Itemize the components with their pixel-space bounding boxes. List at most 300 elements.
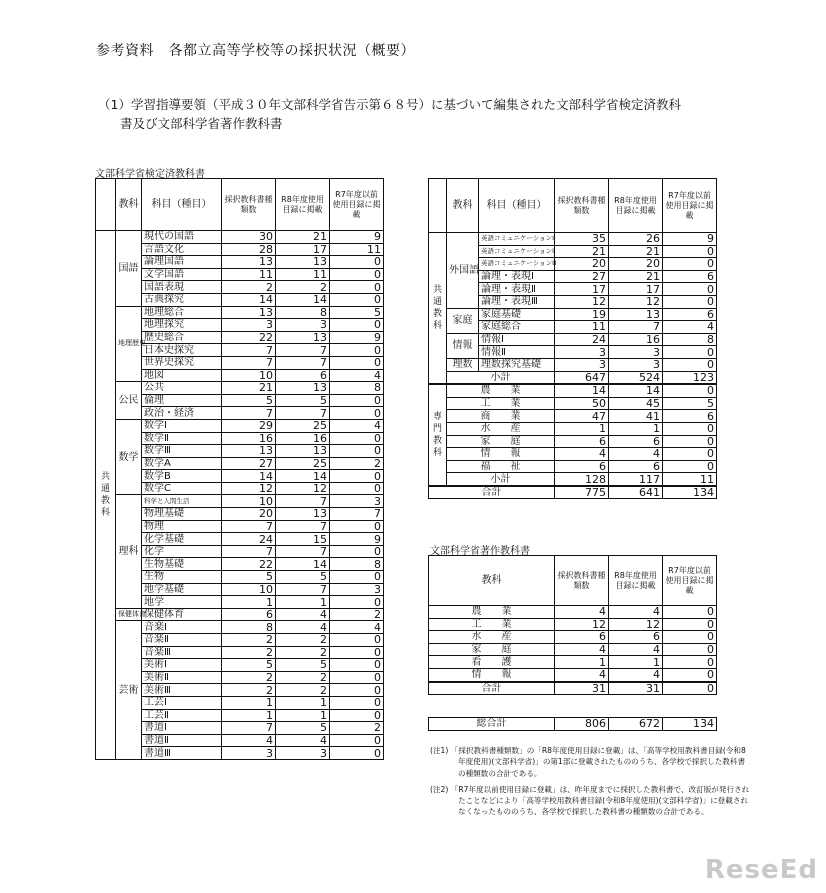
r7-cell: 0 (663, 643, 717, 656)
right-header-adopted: 採択教科書種類数 (555, 179, 609, 233)
item-cell: 数学Ⅲ (142, 445, 222, 458)
right-special-label (429, 384, 447, 486)
left-header-adopted: 採択教科書種類数 (222, 179, 276, 231)
grand-total-wrap (428, 717, 717, 731)
item-cell: 保健体育 (142, 608, 222, 621)
adopted-cell: 7 (222, 344, 276, 357)
left-header-r7: R7年度以前使用目録に掲載 (330, 179, 384, 231)
r8-cell: 5 (276, 394, 330, 407)
subject-cell: 外国語 (447, 233, 479, 309)
r7-cell: 0 (330, 482, 384, 495)
item-cell: 科学と人間生活 (142, 495, 222, 508)
r7-cell: 0 (663, 460, 717, 473)
item-cell: 情 報 (429, 668, 555, 681)
r8-cell: 12 (276, 482, 330, 495)
r8-cell: 14 (276, 293, 330, 306)
r8-cell: 12 (609, 295, 663, 308)
item-cell: 英語コミュニケーションⅢ (479, 258, 555, 271)
r7-cell: 0 (330, 671, 384, 684)
item-cell: 論理国語 (142, 256, 222, 269)
common-subtotal-label: 小計 (447, 371, 555, 384)
item-cell: 化学 (142, 545, 222, 558)
item-cell: 生物 (142, 571, 222, 584)
r7-cell: 0 (330, 646, 384, 659)
item-cell: 家 庭 (429, 643, 555, 656)
grand-total-table (428, 717, 717, 731)
table-row (96, 382, 384, 395)
r7-cell: 0 (330, 319, 384, 332)
item-cell: 家庭総合 (479, 321, 555, 334)
copyright-header-subject: 教科 (429, 556, 555, 606)
r8-cell: 4 (276, 734, 330, 747)
r7-cell: 3 (330, 495, 384, 508)
item-cell: 書道Ⅲ (142, 747, 222, 760)
grand-total-row (429, 718, 717, 731)
adopted-cell: 11 (222, 268, 276, 281)
copyright-header-adopted: 採択教科書種類数 (555, 556, 609, 606)
item-cell: 生物基礎 (142, 558, 222, 571)
common-subtotal-row (429, 371, 717, 384)
right-table (428, 178, 717, 499)
adopted-cell: 14 (222, 470, 276, 483)
r8-cell: 16 (276, 432, 330, 445)
right-common-label (429, 233, 447, 385)
r8-cell: 14 (276, 558, 330, 571)
adopted-cell: 7 (222, 722, 276, 735)
adopted-cell: 7 (222, 520, 276, 533)
item-cell: 論理・表現Ⅱ (479, 283, 555, 296)
right-header-subject: 教科 (447, 179, 479, 233)
r8-cell: 41 (609, 410, 663, 423)
special-subtotal-label: 小計 (447, 473, 555, 486)
item-cell: 歴史総合 (142, 331, 222, 344)
item-cell: 数学C (142, 482, 222, 495)
r7-cell: 0 (663, 668, 717, 681)
r8-cell: 4 (609, 643, 663, 656)
adopted-cell: 14 (222, 293, 276, 306)
grand-total-label: 総合計 (429, 718, 555, 731)
special-subtotal-a: 128 (555, 473, 609, 486)
item-cell: 福 祉 (447, 460, 555, 473)
r8-cell: 4 (609, 668, 663, 681)
adopted-cell: 2 (222, 671, 276, 684)
left-header-group (96, 179, 116, 231)
r8-cell: 13 (276, 256, 330, 269)
r7-cell: 4 (330, 369, 384, 382)
item-cell: 農 業 (447, 384, 555, 397)
table-row (429, 422, 717, 435)
adopted-cell: 24 (555, 333, 609, 346)
r8-cell: 7 (276, 356, 330, 369)
copyright-total-row (429, 682, 717, 695)
r8-cell: 12 (609, 618, 663, 631)
r7-cell: 0 (330, 344, 384, 357)
item-cell: 地理探究 (142, 319, 222, 332)
adopted-cell: 29 (222, 419, 276, 432)
r8-cell: 7 (276, 520, 330, 533)
r8-cell: 13 (609, 308, 663, 321)
left-header-row (96, 179, 384, 231)
adopted-cell: 13 (222, 256, 276, 269)
subject-cell: 芸術 (116, 621, 142, 760)
subject-cell: 理科 (116, 495, 142, 608)
table-row (429, 668, 717, 681)
r8-cell: 4 (609, 606, 663, 619)
item-cell: 地学基礎 (142, 583, 222, 596)
r7-cell: 0 (663, 384, 717, 397)
adopted-cell: 1 (222, 696, 276, 709)
r7-cell: 8 (330, 558, 384, 571)
adopted-cell: 1 (222, 596, 276, 609)
total-row (429, 486, 717, 499)
grand-total-b: 672 (609, 718, 663, 731)
r8-cell: 2 (276, 671, 330, 684)
item-cell: 数学Ⅱ (142, 432, 222, 445)
adopted-cell: 12 (555, 295, 609, 308)
r8-cell: 7 (276, 545, 330, 558)
adopted-cell: 3 (222, 319, 276, 332)
adopted-cell: 4 (222, 734, 276, 747)
item-cell: 論理・表現Ⅲ (479, 295, 555, 308)
r8-cell: 25 (276, 419, 330, 432)
adopted-cell: 20 (555, 258, 609, 271)
table-row (429, 358, 717, 371)
adopted-cell: 17 (555, 283, 609, 296)
item-cell: 美術Ⅰ (142, 659, 222, 672)
item-cell: 政治・経済 (142, 407, 222, 420)
adopted-cell: 1 (555, 656, 609, 669)
r8-cell: 7 (276, 495, 330, 508)
r7-cell: 0 (330, 356, 384, 369)
r8-cell: 45 (609, 397, 663, 410)
left-table-wrap (95, 178, 384, 760)
item-cell: 看 護 (429, 656, 555, 669)
adopted-cell: 21 (555, 245, 609, 258)
r8-cell: 4 (276, 608, 330, 621)
intro-line-2: 書及び文部科学省著作教科書 (120, 116, 283, 131)
r8-cell: 2 (276, 634, 330, 647)
r8-cell: 7 (609, 321, 663, 334)
subject-cell: 家庭 (447, 308, 479, 333)
r7-cell: 0 (330, 659, 384, 672)
r7-cell: 0 (663, 346, 717, 359)
r7-cell: 0 (330, 696, 384, 709)
table-row (429, 643, 717, 656)
item-cell: 地図 (142, 369, 222, 382)
adopted-cell: 22 (222, 331, 276, 344)
item-cell: 化学基礎 (142, 533, 222, 546)
item-cell: 書道Ⅱ (142, 734, 222, 747)
r7-cell: 0 (330, 432, 384, 445)
r7-cell: 0 (663, 358, 717, 371)
r8-cell: 1 (609, 656, 663, 669)
item-cell: 地学 (142, 596, 222, 609)
table-row (429, 460, 717, 473)
adopted-cell: 2 (222, 646, 276, 659)
total-label: 合計 (429, 486, 555, 499)
adopted-cell: 14 (555, 384, 609, 397)
special-subtotal-row (429, 473, 717, 486)
r8-cell: 13 (276, 331, 330, 344)
adopted-cell: 19 (555, 308, 609, 321)
left-header-subject: 教科 (116, 179, 142, 231)
item-cell: 音楽Ⅱ (142, 634, 222, 647)
r7-cell: 0 (330, 571, 384, 584)
r7-cell: 9 (330, 231, 384, 244)
right-header-group (429, 179, 447, 233)
table-row (429, 410, 717, 423)
subject-cell: 保健体育 (116, 608, 142, 621)
adopted-cell: 22 (222, 558, 276, 571)
adopted-cell: 24 (222, 533, 276, 546)
item-cell: 商 業 (447, 410, 555, 423)
r8-cell: 7 (276, 407, 330, 420)
right-common-label-text: 共通教科 (432, 285, 442, 332)
adopted-cell: 7 (222, 356, 276, 369)
adopted-cell: 8 (222, 621, 276, 634)
r7-cell: 9 (663, 233, 717, 246)
adopted-cell: 10 (222, 369, 276, 382)
r8-cell: 13 (276, 382, 330, 395)
table-row (96, 495, 384, 508)
r8-cell: 16 (609, 333, 663, 346)
r7-cell: 0 (330, 747, 384, 760)
table-row (96, 306, 384, 319)
copyright-header-row (429, 556, 717, 606)
copyright-table (428, 555, 717, 695)
special-subtotal-c: 11 (663, 473, 717, 486)
right-header-r7: R7年度以前使用目録に掲載 (663, 179, 717, 233)
item-cell: 情報Ⅰ (479, 333, 555, 346)
r8-cell: 5 (276, 571, 330, 584)
adopted-cell: 7 (222, 545, 276, 558)
r8-cell: 7 (276, 583, 330, 596)
item-cell: 英語コミュニケーションⅠ (479, 233, 555, 246)
adopted-cell: 7 (222, 407, 276, 420)
intro-line-1: （1）学習指導要領（平成３０年文部科学省告示第６８号）に基づいて編集された文部科学省検定済教科 (98, 97, 681, 112)
r7-cell: 9 (330, 331, 384, 344)
r7-cell: 5 (663, 397, 717, 410)
item-cell: 理数探究基礎 (479, 358, 555, 371)
table-row (429, 333, 717, 346)
r7-cell: 0 (663, 435, 717, 448)
adopted-cell: 3 (222, 747, 276, 760)
r8-cell: 5 (276, 659, 330, 672)
r7-cell: 0 (330, 394, 384, 407)
subject-cell: 公民 (116, 382, 142, 420)
item-cell: 物理基礎 (142, 508, 222, 521)
adopted-cell: 21 (222, 382, 276, 395)
r7-cell: 0 (330, 520, 384, 533)
copyright-total-label: 合計 (429, 682, 555, 695)
r7-cell: 0 (330, 445, 384, 458)
common-subtotal-a: 647 (555, 371, 609, 384)
item-cell: 文学国語 (142, 268, 222, 281)
adopted-cell: 13 (222, 306, 276, 319)
copyright-table-wrap (428, 555, 717, 695)
r8-cell: 1 (609, 422, 663, 435)
item-cell: 美術Ⅲ (142, 684, 222, 697)
r7-cell: 0 (330, 407, 384, 420)
copyright-total-b: 31 (609, 682, 663, 695)
adopted-cell: 20 (222, 508, 276, 521)
adopted-cell: 10 (222, 495, 276, 508)
common-subtotal-c: 123 (663, 371, 717, 384)
subject-cell: 情報 (447, 333, 479, 358)
item-cell: 音楽Ⅰ (142, 621, 222, 634)
r7-cell: 0 (330, 545, 384, 558)
r8-cell: 5 (276, 722, 330, 735)
r8-cell: 13 (276, 445, 330, 458)
r7-cell: 8 (330, 382, 384, 395)
adopted-cell: 50 (555, 397, 609, 410)
item-cell: 水 産 (447, 422, 555, 435)
item-cell: 情 報 (447, 448, 555, 461)
r8-cell: 21 (276, 231, 330, 244)
item-cell: 工芸Ⅱ (142, 709, 222, 722)
r7-cell: 0 (663, 606, 717, 619)
intro-paragraph (98, 95, 778, 133)
item-cell: 地理総合 (142, 306, 222, 319)
r8-cell: 13 (276, 508, 330, 521)
r7-cell: 7 (330, 508, 384, 521)
r7-cell: 2 (330, 608, 384, 621)
item-cell: 音楽Ⅲ (142, 646, 222, 659)
adopted-cell: 12 (222, 482, 276, 495)
left-group-label (96, 231, 116, 760)
adopted-cell: 6 (555, 435, 609, 448)
adopted-cell: 13 (222, 445, 276, 458)
r8-cell: 17 (276, 243, 330, 256)
left-header-r8: R8年度使用目録に掲載 (276, 179, 330, 231)
r7-cell: 6 (663, 410, 717, 423)
adopted-cell: 30 (222, 231, 276, 244)
item-cell: 倫理 (142, 394, 222, 407)
total-c: 134 (663, 486, 717, 499)
item-cell: 国語表現 (142, 281, 222, 294)
r7-cell: 2 (330, 457, 384, 470)
r8-cell: 3 (276, 319, 330, 332)
r8-cell: 3 (276, 747, 330, 760)
left-table (95, 178, 384, 760)
adopted-cell: 6 (222, 608, 276, 621)
copyright-total-a: 31 (555, 682, 609, 695)
r8-cell: 6 (609, 435, 663, 448)
table-row (96, 419, 384, 432)
left-table-caption: 文部科学省検定済教科書 (95, 169, 205, 180)
r8-cell: 21 (609, 270, 663, 283)
r7-cell: 9 (330, 533, 384, 546)
grand-total-c: 134 (663, 718, 717, 731)
item-cell: 英語コミュニケーションⅡ (479, 245, 555, 258)
r8-cell: 17 (609, 283, 663, 296)
r7-cell: 6 (663, 270, 717, 283)
item-cell: 美術Ⅱ (142, 671, 222, 684)
adopted-cell: 1 (555, 422, 609, 435)
item-cell: 工 業 (429, 618, 555, 631)
r7-cell: 4 (330, 419, 384, 432)
item-cell: 数学B (142, 470, 222, 483)
right-table-wrap (428, 178, 717, 499)
adopted-cell: 4 (555, 643, 609, 656)
r8-cell: 26 (609, 233, 663, 246)
table-row (96, 608, 384, 621)
adopted-cell: 4 (555, 448, 609, 461)
item-cell: 数学A (142, 457, 222, 470)
r7-cell: 6 (663, 308, 717, 321)
adopted-cell: 28 (222, 243, 276, 256)
adopted-cell: 6 (555, 631, 609, 644)
adopted-cell: 5 (222, 659, 276, 672)
table-row (429, 397, 717, 410)
adopted-cell: 4 (555, 606, 609, 619)
r7-cell: 0 (330, 470, 384, 483)
adopted-cell: 5 (222, 394, 276, 407)
r7-cell: 0 (663, 295, 717, 308)
item-cell: 言語文化 (142, 243, 222, 256)
r7-cell: 0 (663, 283, 717, 296)
adopted-cell: 10 (222, 583, 276, 596)
item-cell: 工 業 (447, 397, 555, 410)
r7-cell: 0 (330, 634, 384, 647)
item-cell: 数学Ⅰ (142, 419, 222, 432)
item-cell: 物理 (142, 520, 222, 533)
item-cell: 工芸Ⅰ (142, 696, 222, 709)
subject-cell: 数学 (116, 419, 142, 495)
right-special-label-text: 専門教科 (432, 412, 442, 458)
r8-cell: 2 (276, 646, 330, 659)
item-cell: 水 産 (429, 631, 555, 644)
item-cell: 世界史探究 (142, 356, 222, 369)
r7-cell: 11 (330, 243, 384, 256)
r8-cell: 1 (276, 709, 330, 722)
r8-cell: 6 (609, 631, 663, 644)
adopted-cell: 47 (555, 410, 609, 423)
item-cell: 公共 (142, 382, 222, 395)
item-cell: 家 庭 (447, 435, 555, 448)
r8-cell: 6 (609, 460, 663, 473)
r8-cell: 25 (276, 457, 330, 470)
item-cell: 古典探究 (142, 293, 222, 306)
r8-cell: 4 (276, 621, 330, 634)
r7-cell: 0 (663, 448, 717, 461)
r7-cell: 4 (663, 321, 717, 334)
table-row (96, 621, 384, 634)
table-row (429, 606, 717, 619)
r8-cell: 20 (609, 258, 663, 271)
adopted-cell: 3 (555, 346, 609, 359)
notes (430, 745, 750, 823)
adopted-cell: 2 (222, 634, 276, 647)
r8-cell: 1 (276, 596, 330, 609)
r8-cell: 8 (276, 306, 330, 319)
table-row (96, 231, 384, 244)
subject-cell: 理数 (447, 358, 479, 371)
r8-cell: 4 (609, 448, 663, 461)
adopted-cell: 12 (555, 618, 609, 631)
r8-cell: 11 (276, 268, 330, 281)
r7-cell: 5 (330, 306, 384, 319)
table-row (429, 308, 717, 321)
r8-cell: 21 (609, 245, 663, 258)
table-row (429, 384, 717, 397)
r7-cell: 0 (330, 281, 384, 294)
adopted-cell: 1 (222, 709, 276, 722)
total-a: 775 (555, 486, 609, 499)
page-title: 参考資料 各都立高等学校等の採択状況（概要） (96, 43, 415, 59)
r8-cell: 14 (609, 384, 663, 397)
r7-cell: 0 (330, 256, 384, 269)
